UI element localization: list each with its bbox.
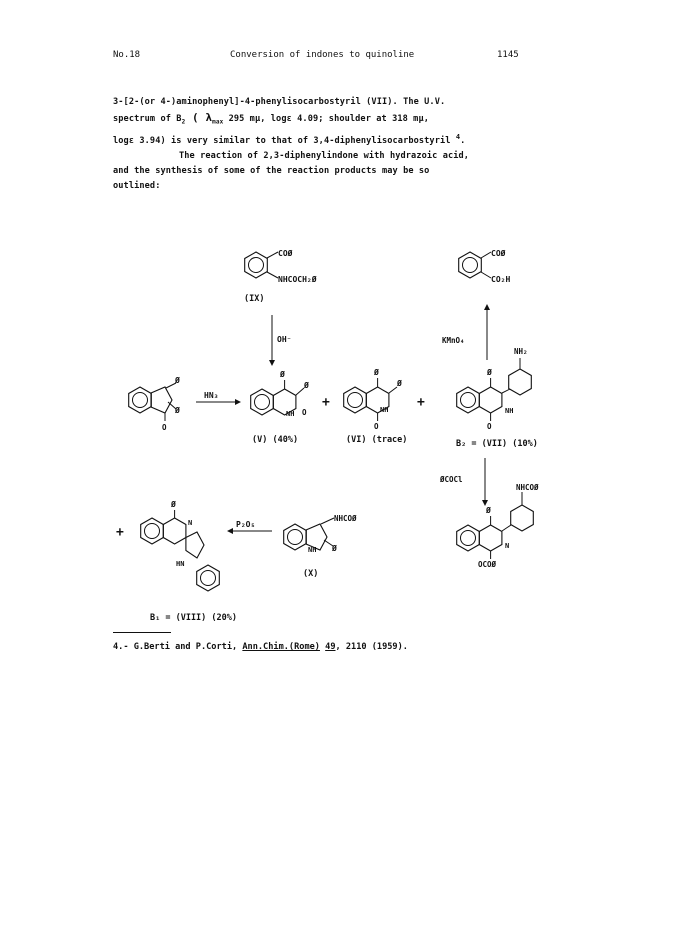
compound-vii xyxy=(456,347,538,449)
ref-journal: Ann.Chim.(Rome) xyxy=(242,642,320,652)
body-line-3b: 4 xyxy=(455,132,461,141)
vii-label: B₂ = (VII) (10%) xyxy=(456,439,538,449)
page-header-title: Conversion of indones to quinoline xyxy=(230,50,415,60)
ix-substituent-amide: NHCOCH₂Ø xyxy=(278,275,317,284)
v-oxygen: O xyxy=(302,408,307,417)
acid-substituent-co2h: CO₂H xyxy=(491,275,511,284)
v-phenyl-1: Ø xyxy=(280,370,285,379)
indone-oxygen: O xyxy=(162,423,167,432)
v-nh: NH xyxy=(286,410,295,418)
compound-viii xyxy=(141,499,237,623)
body-line-2c: ( λ xyxy=(185,111,213,124)
vi-phenyl-1: Ø xyxy=(374,368,379,377)
indone-phenyl-1: Ø xyxy=(175,376,180,385)
v-label: (V) (40%) xyxy=(252,435,299,445)
body-line-2b: 2 xyxy=(181,118,186,126)
body-line-2e: 295 mμ, logε 4.09; shoulder at 318 mμ, xyxy=(223,114,429,124)
reagent-p2o5: P₂O₅ xyxy=(236,520,256,529)
footnote-reference xyxy=(113,642,408,652)
compound-x xyxy=(284,514,357,579)
vii-nh: NH xyxy=(505,407,514,415)
indone-phenyl-2: Ø xyxy=(175,406,180,415)
plus-sign-2: + xyxy=(417,395,425,410)
compound-v xyxy=(251,369,309,445)
acid-substituent-coph: COØ xyxy=(491,249,506,258)
viii-label: B₁ = (VIII) (20%) xyxy=(150,613,237,623)
benzoylated-n: N xyxy=(505,542,510,550)
page-header-journal: No.18 xyxy=(113,50,141,60)
body-line-2d: max xyxy=(212,118,224,126)
vi-label: (VI) (trace) xyxy=(346,435,408,445)
page-number: 1145 xyxy=(497,50,519,60)
ix-label: (IX) xyxy=(244,294,265,304)
viii-hn: HN xyxy=(176,560,185,568)
vi-phenyl-2: Ø xyxy=(397,379,402,388)
body-line-3a: logε 3.94) is very similar to that of 3,4-diphenylisocarbostyril xyxy=(113,135,456,146)
vii-nh2: NH₂ xyxy=(514,347,528,356)
x-nh: NH xyxy=(308,546,317,554)
ref-suffix: , 2110 (1959). xyxy=(335,642,408,652)
viii-n: N xyxy=(188,519,193,527)
viii-phenyl: Ø xyxy=(171,500,176,509)
compound-acid xyxy=(459,248,511,284)
benzoylated-ocoph: OCOØ xyxy=(478,560,497,569)
v-phenyl-2: Ø xyxy=(304,381,309,390)
reagent-oh: OH⁻ xyxy=(277,335,292,344)
reagent-kmno4: KMnO₄ xyxy=(442,336,465,345)
compound-benzoylated xyxy=(457,483,539,569)
vi-nh: NH xyxy=(380,406,389,414)
benzoylated-nhcoph: NHCOØ xyxy=(516,483,539,492)
reagent-hn3: HN₃ xyxy=(204,391,219,400)
compound-ix xyxy=(244,248,317,304)
body-line-6: outlined: xyxy=(113,180,161,191)
compound-vi xyxy=(344,367,408,445)
vi-oxygen: O xyxy=(374,422,379,431)
reagent-benzoyl-chloride: ØCOCl xyxy=(440,475,463,484)
vii-phenyl: Ø xyxy=(487,368,492,377)
x-phenyl: Ø xyxy=(332,544,337,553)
body-line-5: and the synthesis of some of the reaction products may be so xyxy=(113,165,430,176)
ref-volume: 49 xyxy=(325,642,336,652)
benzoylated-phenyl: Ø xyxy=(486,506,491,515)
body-line-2a: spectrum of B xyxy=(113,114,182,124)
x-nhcoph: NHCOØ xyxy=(334,514,357,523)
body-line-1: 3-[2-(or 4-)aminophenyl]-4-phenylisocarbostyril (VII). The U.V. xyxy=(113,97,446,107)
ref-prefix: 4.- G.Berti and P.Corti, xyxy=(113,642,243,652)
body-line-3c: . xyxy=(460,135,466,146)
compound-indone xyxy=(129,375,180,432)
body-line-4: The reaction of 2,3-diphenylindone with hydrazoic acid, xyxy=(179,150,470,161)
plus-sign-1: + xyxy=(322,395,330,410)
x-label: (X) xyxy=(303,569,319,579)
footnote-rule xyxy=(113,632,171,633)
vii-oxygen: O xyxy=(487,422,492,431)
plus-sign-3: + xyxy=(116,525,124,540)
ix-substituent-coph: COØ xyxy=(278,249,293,258)
